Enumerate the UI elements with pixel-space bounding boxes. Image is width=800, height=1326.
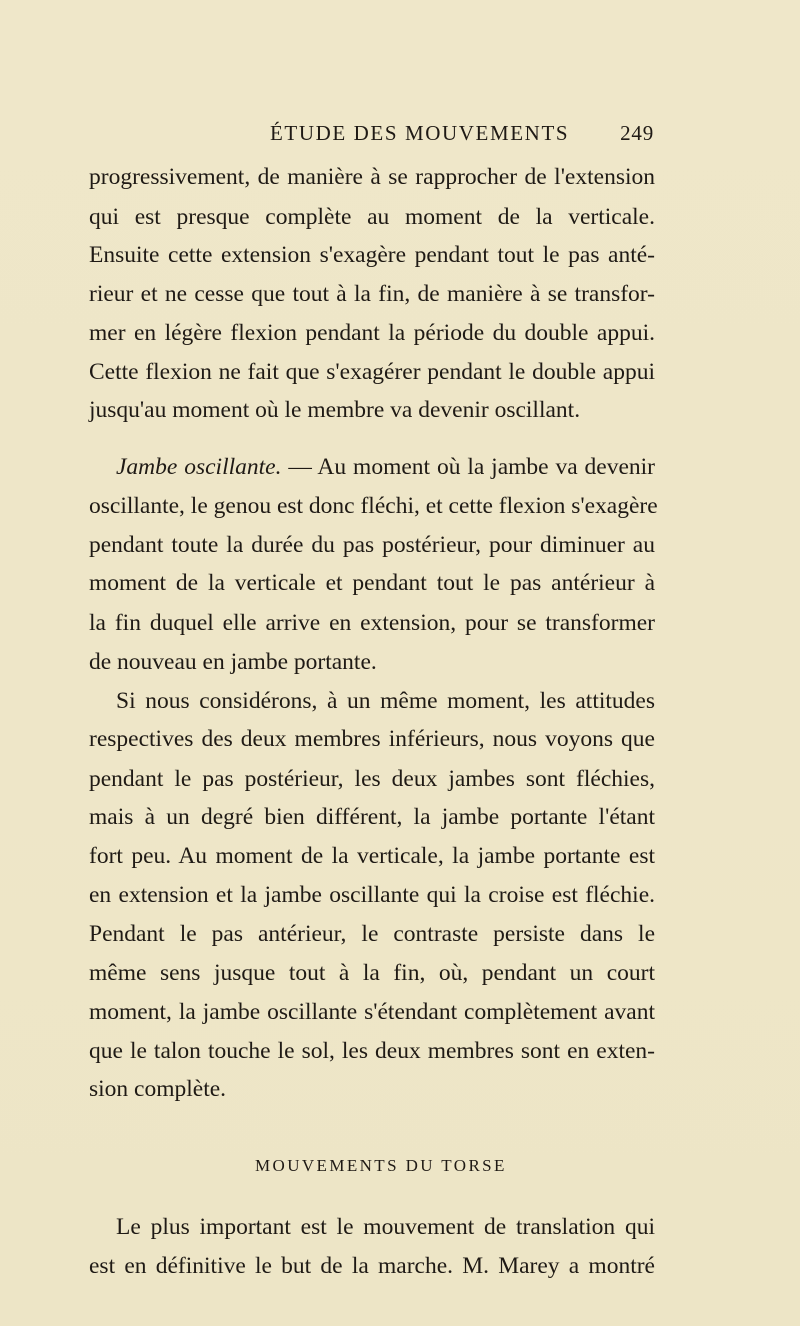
text-line: moment de la verticale et pendant tout le pas antérieur à (89, 570, 655, 596)
text-line: moment, la jambe oscillante s'étendant complètement avant (89, 999, 655, 1025)
running-title: ÉTUDE DES MOUVEMENTS (270, 121, 570, 145)
paragraph-lead-text: — Au moment où la jambe va devenir (281, 454, 655, 480)
text-line: pendant toute la durée du pas postérieur, pour diminuer au (89, 532, 655, 558)
text-line: progressivement, de manière à se rapprocher de l'extension (89, 164, 655, 190)
text-line: respectives des deux membres inférieurs, nous voyons que (89, 726, 655, 752)
paragraph-lead-line (116, 450, 655, 484)
text-line: pendant le pas postérieur, les deux jambes sont fléchies, (89, 766, 655, 792)
running-head (88, 118, 654, 148)
text-line: qui est presque complète au moment de la verticale. (89, 204, 655, 230)
text-line: mais à un degré bien différent, la jambe portante l'étant (89, 804, 655, 830)
text-line: même sens jusque tout à la fin, où, pendant un court (89, 960, 655, 986)
text-line: Ensuite cette extension s'exagère pendant tout le pas anté- (89, 242, 655, 268)
text-line: Le plus important est le mouvement de translation qui (116, 1214, 655, 1240)
text-line: rieur et ne cesse que tout à la fin, de manière à se transfor- (89, 281, 655, 307)
text-line: sion complète. (89, 1076, 227, 1102)
text-line: fort peu. Au moment de la verticale, la jambe portante est (89, 843, 655, 869)
text-line: jusqu'au moment où le membre va devenir oscillant. (89, 397, 581, 423)
text-line: Cette flexion ne fait que s'exagérer pendant le double appui (89, 359, 655, 385)
text-line: la fin duquel elle arrive en extension, pour se transformer (89, 610, 655, 636)
section-heading: MOUVEMENTS DU TORSE (255, 1156, 507, 1175)
page-number: 249 (620, 121, 654, 145)
text-line: est en définitive le but de la marche. M. Marey a montré (89, 1253, 655, 1279)
text-line: de nouveau en jambe portante. (89, 649, 377, 675)
text-line: en extension et la jambe oscillante qui la croise est fléchie. (89, 882, 655, 908)
text-line: que le talon touche le sol, les deux membres sont en exten- (89, 1038, 655, 1064)
paragraph-lead-title: Jambe oscillante. (116, 454, 282, 480)
text-line: mer en légère flexion pendant la période du double appui. (89, 320, 655, 346)
text-line: Si nous considérons, à un même moment, les attitudes (116, 688, 655, 714)
text-line: Pendant le pas antérieur, le contraste persiste dans le (89, 921, 655, 947)
text-line: oscillante, le genou est donc fléchi, et cette flexion s'exagère (89, 493, 658, 519)
